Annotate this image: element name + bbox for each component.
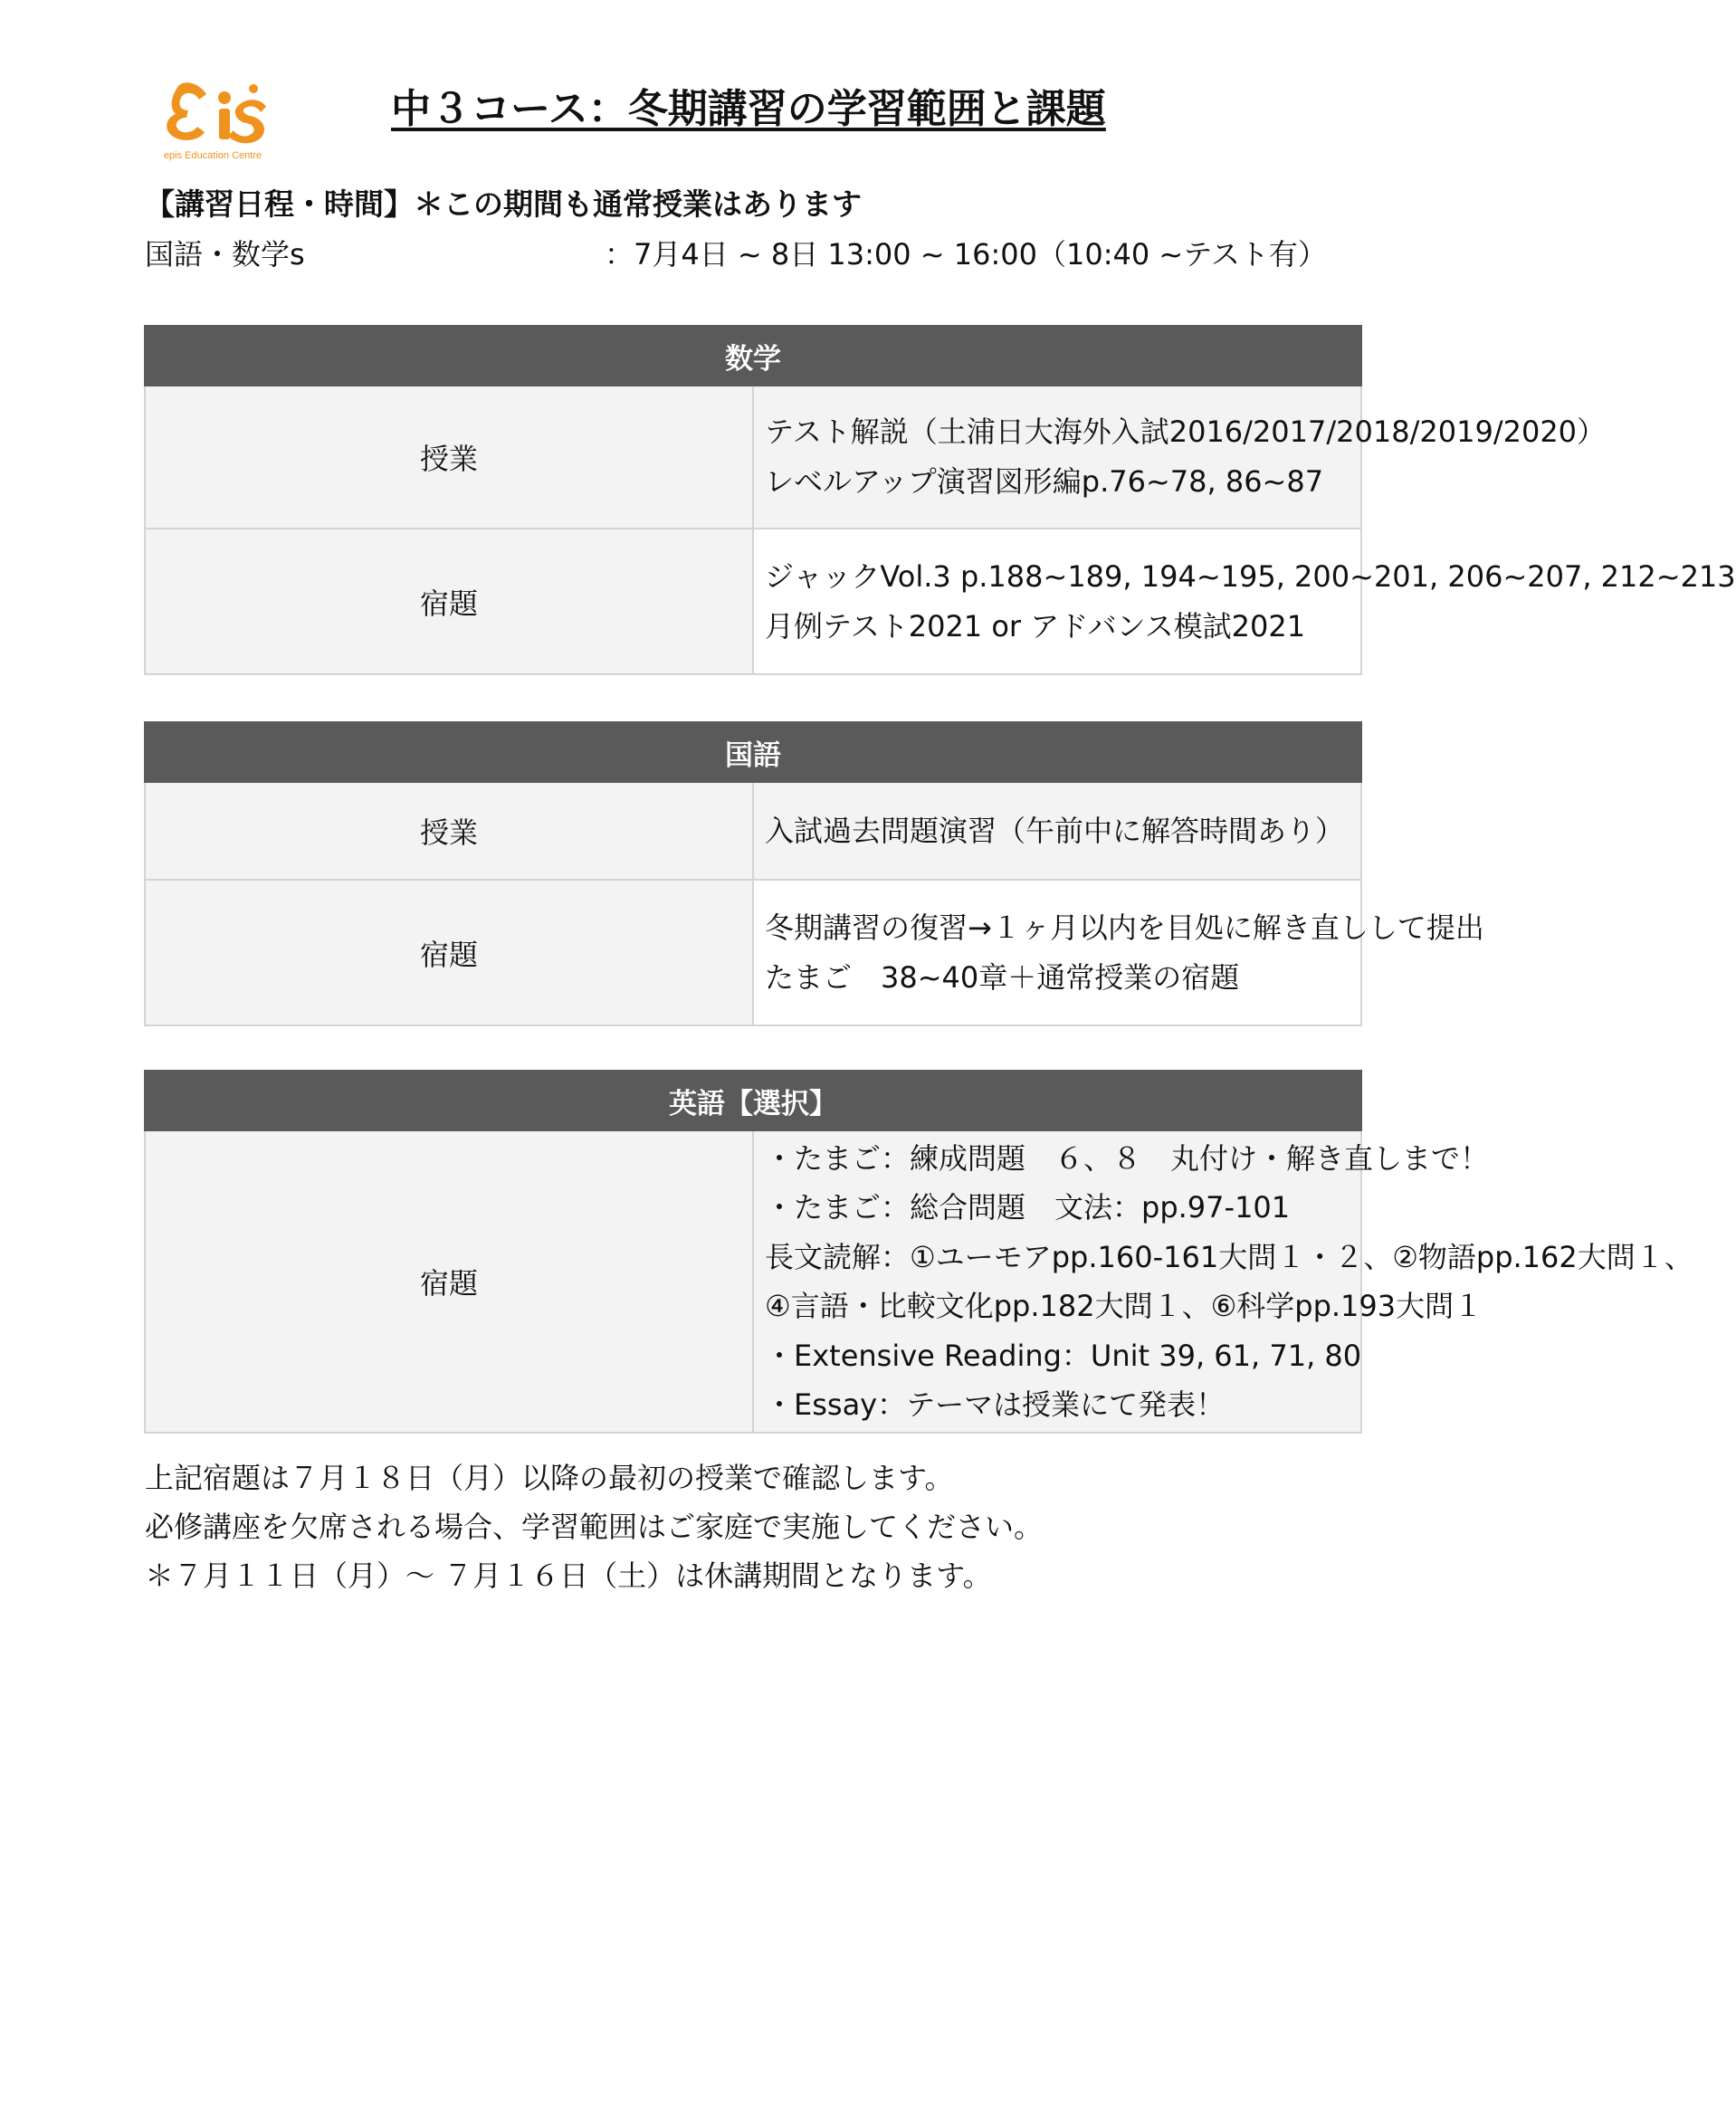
schedule-subject: 国語・数学s xyxy=(145,237,305,272)
content-line: 月例テスト2021 or アドバンス模試2021 xyxy=(765,608,1306,643)
content-line: 長文読解：①ユーモアpp.160-161大問１・２、②物語pp.162大問１、 xyxy=(765,1239,1693,1274)
note-line: 上記宿題は７月１８日（月）以降の最初の授業で確認します。 xyxy=(145,1461,954,1495)
table-row xyxy=(145,529,1361,674)
note-line: ＊７月１１日（月）〜 ７月１６日（土）は休講期間となります。 xyxy=(145,1558,992,1593)
logo xyxy=(145,78,281,168)
content-line: たまご 38~40章＋通常授業の宿題 xyxy=(765,959,1240,995)
row-content xyxy=(753,1130,1693,1433)
row-content xyxy=(753,386,1607,529)
content-line: 入試過去問題演習（午前中に解答時間あり） xyxy=(765,813,1345,848)
row-label-homework: 宿題 xyxy=(145,1130,753,1433)
schedule-time: ：7月4日 ~ 8日 13:00 ~ 16:00（10:40 ~テスト有） xyxy=(605,237,1327,272)
content-line: ジャックVol.3 p.188~189, 194~195, 200~201, 206~207, 212~213 xyxy=(765,558,1736,594)
page-title: 中３コース：冬期講習の学習範囲と課題 xyxy=(391,86,1106,132)
table-row xyxy=(145,880,1361,1025)
epis-logo-icon xyxy=(145,78,281,148)
content-line: ・たまご：練成問題 ６、８ 丸付け・解き直しまで！ xyxy=(765,1140,1490,1176)
japanese-table xyxy=(144,721,1484,1026)
notes xyxy=(145,1454,1043,1600)
content-line: テスト解説（土浦日大海外入試2016/2017/2018/2019/2020） xyxy=(765,415,1607,449)
row-label-homework: 宿題 xyxy=(145,880,753,1025)
logo-caption: epis Education Centre xyxy=(163,150,262,161)
row-label-lesson: 授業 xyxy=(145,782,753,880)
row-label-lesson: 授業 xyxy=(145,386,753,529)
table-row xyxy=(145,386,1361,529)
content-line: レベルアップ演習図形編p.76~78, 86~87 xyxy=(765,464,1324,499)
content-line: ④言語・比較文化pp.182大問１、⑥科学pp.193大問１ xyxy=(765,1289,1483,1323)
row-label-homework: 宿題 xyxy=(145,529,753,674)
content-line: ・Essay：テーマは授業にて発表！ xyxy=(765,1387,1226,1422)
content-line: ・Extensive Reading：Unit 39, 61, 71, 80 xyxy=(765,1338,1362,1373)
note-line: 必修講座を欠席される場合、学習範囲はご家庭で実施してください。 xyxy=(145,1510,1044,1544)
table-row xyxy=(145,782,1361,880)
content-line: ・たまご：総合問題 文法：pp.97-101 xyxy=(765,1190,1291,1225)
english-table-header: 英語【選択】 xyxy=(145,1071,1361,1130)
math-table-header: 数学 xyxy=(145,326,1361,386)
math-table xyxy=(144,325,1736,675)
content-line: 冬期講習の復習→１ヶ月以内を目処に解き直しして提出 xyxy=(765,910,1484,945)
schedule-heading: 【講習日程・時間】＊この期間も通常授業はあります xyxy=(145,186,862,222)
japanese-table-header: 国語 xyxy=(145,722,1361,782)
row-content xyxy=(753,782,1361,880)
english-table xyxy=(144,1070,1693,1434)
row-content xyxy=(753,880,1484,1025)
row-content xyxy=(753,529,1736,674)
table-row xyxy=(145,1130,1361,1433)
